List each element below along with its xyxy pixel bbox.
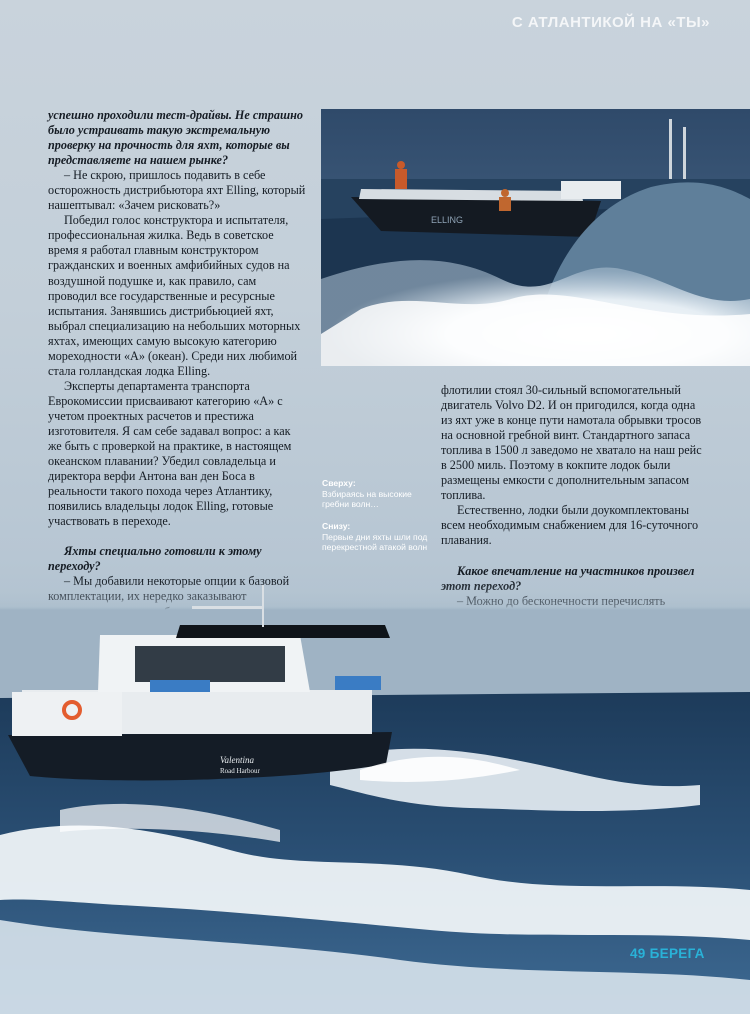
interview-question-3: Какое впечатление на участников произвел (457, 563, 695, 578)
answer-paragraph: флотилии стоял 30-сильный вспомогательный двигатель Volvo D2. И он пригодился, когда одна из яхт уже в конце пути намотала обрывки тросов на основной гребной винт. Стандартного запаса топлива в 1500 л заведомо не хватало на наш рейс в 2500 миль. Поэтому в кокпите лодок были размещены емкости с дополнительным запасом топлива. (441, 383, 702, 503)
left-text-column (48, 108, 306, 635)
answer-paragraph: – Не скрою, пришлось подавить в себе осторожность дистрибьютора яхт Elling, который нашептывал: «Зачем рисковать?» (48, 168, 306, 213)
caption-bottom (322, 521, 434, 553)
caption-top (322, 478, 434, 510)
boat-name: Valentina (220, 755, 254, 765)
answer-paragraph: Эксперты департамента транспорта Еврокомиссии присваивают категорию «А» с учетом проектных расчетов и престижа изготовителя. Я сам себе задавал вопрос: а как же быть с проверкой на практике, в настоящем океанском плавании? Убедил совладельца и директора верфи Антона ван ден Боса в реальности такого похода через Атлантику, появились владельцы лодок Elling, готовые участвовать в переходе. (48, 378, 292, 529)
section-title: С АТЛАНТИКОЙ НА «ТЫ» (511, 14, 710, 31)
caption-top-title: Сверху: (322, 478, 356, 488)
caption-top-text: Взбираясь на высокие гребни волн… (322, 488, 412, 510)
answer-paragraph: Победил голос конструктора и испытателя, профессиональная жилка. Ведь в советское время я работал главным конструктором гражданских и военных амфибийных судов на воздушной подушке и, как правило, сам проводил все государственные и ресурсные испытания. Занявшись дистрибьюцией яхт, выбрал специализацию на небольших моторных яхтах, имеющих самую высокую категорию мореходности «А» (океан). Среди них любимой стала голландская лодка Elling. (48, 213, 301, 378)
answer-paragraph: Естественно, лодки были доукомплектованы всем необходимым снабжением для 16-суточного плавания. (441, 503, 699, 548)
boat-port: Road Harbour (220, 767, 260, 775)
interview-question-2: Яхты специально готовили к этому переходу? (48, 544, 262, 574)
caption-bottom-title: Снизу: (322, 521, 351, 531)
photo-boat-on-wave (321, 109, 750, 366)
caption-bottom-text: Первые дни яхты шли под перекрестной атакой волн (322, 531, 428, 553)
page-number-label: 49 БЕРЕГА (630, 946, 705, 961)
hull-label: ELLING (431, 215, 464, 225)
interview-question-1: успешно проходили тест-драйвы. Не страшно было устраивать такую экстремальную проверку на прочность для яхт, которые вы представляете на нашем рынке? (48, 108, 303, 168)
